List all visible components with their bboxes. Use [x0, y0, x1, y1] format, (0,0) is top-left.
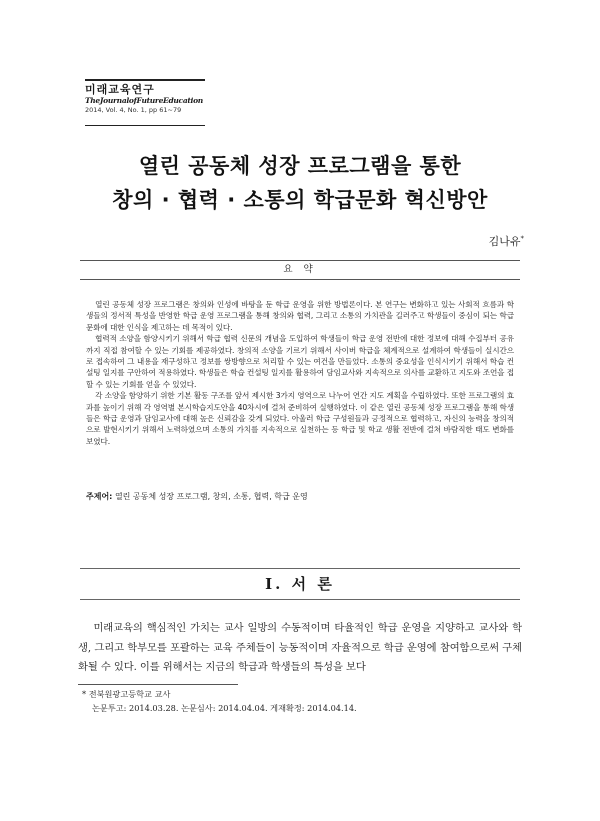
footnote-divider [78, 684, 238, 685]
paper-title-line-2: 창의 · 협력 · 소통의 학급문화 혁신방안 [112, 188, 488, 212]
footnote [78, 687, 522, 715]
keywords-label: 주제어: [86, 492, 113, 501]
abstract-body [86, 299, 514, 447]
journal-name-korean: 미래교육연구 [85, 83, 155, 96]
abstract-paragraph: 열린 공동체 성장 프로그램은 창의와 인성에 바탕을 둔 학급 운영을 위한 방법론이다. 본 연구는 변화하고 있는 사회적 흐름과 학생들의 정서적 특성을 반영한 학급 운영 프로그램을 통해 창의와 협력, 그리고 소통의 가치관을 길러주고 학생들이 중심이 되는 학급 문화에 대한 인식을 제고하는 데 목적이 있다. [86, 300, 514, 332]
body-paragraph: 미래교육의 핵심적인 가치는 교사 일방의 수동적이며 타율적인 학급 운영을 지양하고 교사와 학생, 그리고 학부모를 포괄하는 교육 주체들이 능동적이며 자율적으로 학급 운영에 참여함으로써 구체화될 수 있다. 이를 위해서는 지금의 학급과 학생들의 특성을 보다 [78, 622, 522, 673]
keywords-text: 열린 공동체 성장 프로그램, 창의, 소통, 협력, 학급 운영 [114, 492, 308, 501]
section-heading-introduction: Ⅰ. 서 론 [80, 568, 520, 600]
journal-header [85, 79, 205, 126]
abstract-heading: 요 약 [80, 260, 520, 280]
abstract-paragraph: 협력적 소양을 함양시키기 위해서 학급 협력 신문의 개념을 도입하여 학생들이 학급 운영 전반에 대한 정보에 대해 수집부터 공유까지 직접 참여할 수 있는 기회를 제공하였다. 창의적 소양을 기르기 위해서 사이버 학급을 체계적으로 설계하여 학생들이 실시간으로 접속하여 그 내용을 재구성하고 정보를 쌍방향으로 처리할 수 있는 여건을 만들었다. 소통의 중요성을 인식시키기 위해서 학습 컨설팅 일지를 구안하여 적용하였다. 학생들은 학습 컨설팅 일지를 활용하여 담임교사와 지속적으로 의사를 교환하고 지도와 조언을 접할 수 있는 기회를 얻을 수 있었다. [86, 334, 514, 389]
abstract-paragraph: 각 소양을 함양하기 위한 기본 활동 구조를 앞서 제시한 3가지 영역으로 나누어 연간 지도 계획을 수립하였다. 또한 프로그램의 효과를 높이기 위해 각 영역별 본시학습지도안을 40차시에 걸쳐 준비하여 실행하였다. 이 같은 열린 공동체 성장 프로그램을 통해 학생들은 학급 운영과 담임교사에 대해 높은 신뢰감을 갖게 되었다. 아울러 학급 구성원들과 긍정적으로 협력하고, 자신의 능력을 창의적으로 발현시키기 위해서 노력하였으며 소통의 가치를 지속적으로 실천하는 등 학급 및 학교 생활 전반에 걸쳐 바람직한 태도 변화를 보였다. [86, 391, 514, 446]
footnote-affiliation: * 전북원광고등학교 교사 [82, 689, 171, 699]
journal-volume-info: 2014, Vol. 4, No. 1, pp 61~79 [85, 106, 182, 114]
author [489, 233, 524, 249]
introduction-body [78, 619, 522, 678]
paper-title-line-1: 열린 공동체 성장 프로그램을 통한 [138, 154, 462, 178]
keywords [86, 491, 514, 502]
author-footnote-mark: * [520, 234, 524, 243]
author-name: 김나유 [488, 235, 521, 248]
footnote-dates: 논문투고: 2014.03.28. 논문심사: 2014.04.04. 게재확정: 2014.04.14. [92, 703, 357, 713]
journal-name-english: TheJournalofFutureEducation [85, 96, 203, 105]
